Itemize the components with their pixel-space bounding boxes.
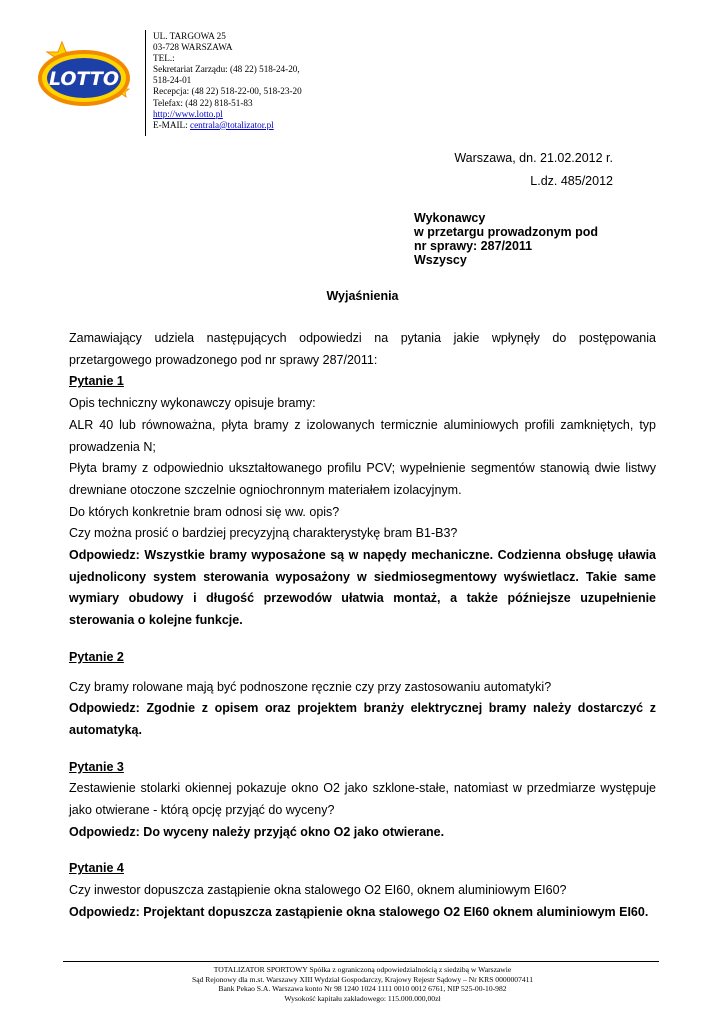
addressee-block — [414, 211, 598, 267]
question-1-line: Do których konkretnie bram odnosi się ww. opis? — [69, 504, 340, 519]
question-2-heading: Pytanie 2 — [69, 649, 124, 664]
question-1-line: Opis techniczny wykonawczy opisuje bramy: — [69, 396, 316, 411]
question-1-line: Płyta bramy z odpowiednio ukształtowanego profilu PCV; wypełnienie segmentów stanowią dwie listwy drewniane otoczone szczelnie ogniochronnym materiałem izolacyjnym. — [69, 461, 656, 497]
logo-text: LOTTO — [48, 68, 120, 90]
telefax: Telefax: (48 22) 818-51-83 — [153, 97, 253, 108]
company-footer — [0, 965, 725, 1004]
address-city: 03-728 WARSZAWA — [153, 42, 233, 53]
answer-4: Odpowiedz: Projektant dopuszcza zastąpienie okna stalowego O2 EI60 oknem aluminiowym EI60. — [69, 904, 649, 919]
company-contact-block — [153, 31, 302, 131]
secretariat-phone: Sekretariat Zarządu: (48 22) 518-24-20, — [153, 64, 300, 75]
footer-line: Wysokość kapitału zakładowego: 115.000.000,00zł — [284, 994, 441, 1004]
addressee-line: w przetargu prowadzonym pod — [414, 225, 599, 239]
date-line: Warszawa, dn. 21.02.2012 r. — [454, 151, 613, 165]
header-divider — [145, 30, 146, 136]
lotto-logo — [34, 40, 134, 110]
question-3-line: Zestawienie stolarki okiennej pokazuje okno O2 jako szklone-stałe, natomiast w przedmiarze występuje jako otwierane - którą opcję przyjąć do wyceny? — [69, 781, 656, 818]
address-street: UL. TARGOWA 25 — [153, 31, 226, 41]
answer-1: Odpowiedz: Wszystkie bramy wyposażone są w napędy mechaniczne. Codzienna obsługę uławia ujednolicony system sterowania wyposażony w siedmiosegmentowy wyświetlacz. Takie same wymiary obudowy i długość przewodów ułatwia montaż, a także późniejsze uzupełnienie sterowania o kolejne funkcje. — [69, 548, 656, 628]
secretariat-phone-2: 518-24-01 — [153, 75, 192, 86]
question-3-heading: Pytanie 3 — [69, 759, 124, 774]
addressee-line: Wykonawcy — [414, 211, 486, 225]
reference-number: L.dz. 485/2012 — [530, 174, 613, 188]
reception-phone: Recepcja: (48 22) 518-22-00, 518-23-20 — [153, 86, 302, 97]
footer-line: Sąd Rejonowy dla m.st. Warszawy XIII Wydział Gospodarczy, Krajowy Rejestr Sądowy – Nr KRS 0000007411 — [191, 974, 533, 984]
footer-line: Bank Pekao S.A. Warszawa konto Nr 98 1240 1024 1111 0010 0012 6761, NIP 525-00-10-982 — [218, 984, 507, 994]
answer-3: Odpowiedz: Do wyceny należy przyjąć okno O2 jako otwierane. — [69, 824, 445, 839]
footer-divider — [63, 961, 659, 962]
answer-2: Odpowiedz: Zgodnie z opisem oraz projektem branży elektrycznej bramy należy dostarczyć z automatyką. — [69, 701, 656, 737]
footer-line: TOTALIZATOR SPORTOWY Spółka z ograniczoną odpowiedzialnością z siedzibą w Warszawie — [213, 965, 512, 974]
question-4-heading: Pytanie 4 — [69, 861, 124, 876]
email-link[interactable]: centrala@totalizator.pl — [190, 119, 274, 130]
question-2-line: Czy bramy rolowane mają być podnoszone ręcznie czy przy zastosowaniu automatyki? — [69, 679, 552, 694]
email-label: E-MAIL: — [153, 119, 188, 130]
document-body — [69, 328, 656, 924]
website-link[interactable]: http://www.lotto.pl — [153, 108, 223, 119]
question-1-line: Czy można prosić o bardziej precyzyjną charakterystykę bram B1-B3? — [69, 526, 458, 541]
date-block — [454, 147, 613, 193]
intro-paragraph: Zamawiający udziela następujących odpowiedzi na pytania jakie wpłynęły do postępowania przetargowego prowadzonego pod nr sprawy 287/2011: — [69, 331, 656, 367]
question-1-line: ALR 40 lub równoważna, płyta bramy z izolowanych termicznie aluminiowych profili zamkniętych, typ prowadzenia N; — [69, 417, 656, 454]
question-1-heading: Pytanie 1 — [69, 374, 124, 389]
addressee-line: nr sprawy: 287/2011 — [414, 239, 533, 253]
document-title: Wyjaśnienia — [326, 289, 399, 303]
addressee-line: Wszyscy — [414, 253, 467, 267]
question-4-line: Czy inwestor dopuszcza zastąpienie okna stalowego O2 EI60, oknem aluminiowym EI60? — [69, 883, 567, 898]
tel-label: TEL.: — [153, 53, 175, 64]
